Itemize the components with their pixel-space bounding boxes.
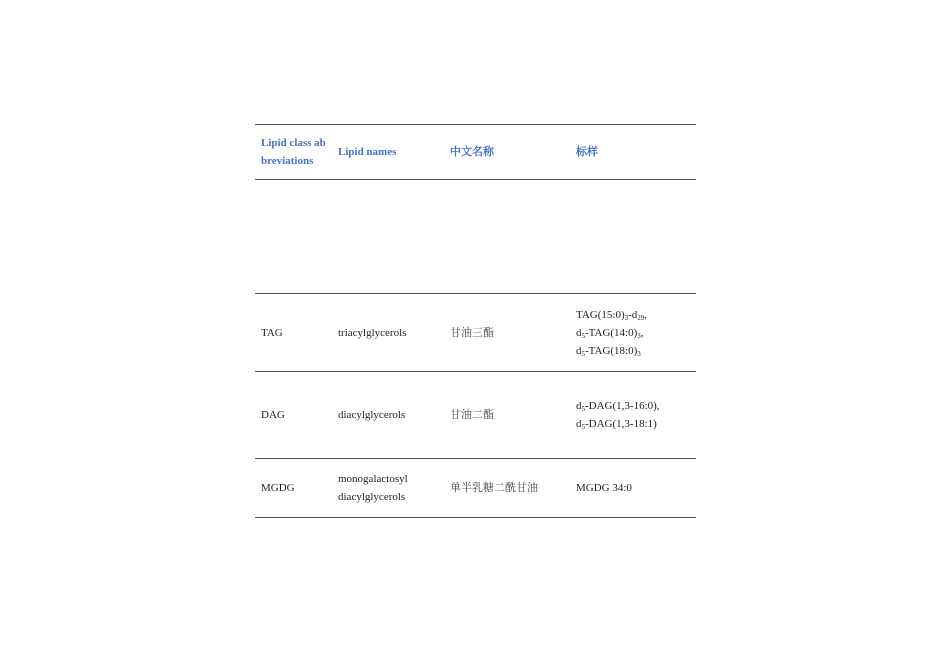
- lipid-standards-table: [255, 124, 696, 518]
- header-chinese-name: 中文名称: [444, 125, 570, 180]
- standard-line: $TAG(15:0)_3-d_{29}$,: [576, 308, 648, 322]
- header-lipid-names: Lipid names: [332, 125, 444, 180]
- lipid-name-cell: [332, 459, 444, 518]
- table-row: [255, 294, 696, 372]
- lipid-name-cell: triacylglycerols: [332, 294, 444, 372]
- table-empty-row: [255, 180, 696, 294]
- table-row: [255, 372, 696, 459]
- chinese-name-cell: 甘油三酯: [444, 294, 570, 372]
- header-standard: 标样: [570, 125, 696, 180]
- standard-line: $d_5-TAG(14:0)_3$,: [576, 326, 644, 340]
- table-header-row: [255, 125, 696, 180]
- lipid-name-line: monogalactosyl: [338, 473, 408, 485]
- standard-line: $d_5-DAG(1,3-16:0)$,: [576, 400, 660, 413]
- lipid-abbreviation-cell: MGDG: [255, 459, 332, 518]
- lipid-abbreviation-cell: DAG: [255, 372, 332, 459]
- standard-line: $d_5-TAG(18:0)_3$: [576, 344, 641, 358]
- header-lipid-class-abbreviations: Lipid class abbreviations: [255, 125, 332, 180]
- chinese-name-cell: 甘油二酯: [444, 372, 570, 459]
- standard-line: $d_5-DAG(1,3-18:1)$: [576, 418, 657, 431]
- lipid-name-line: diacylglycerols: [338, 491, 406, 503]
- standard-cell: MGDG 34:0: [570, 459, 696, 518]
- lipid-name-cell: diacylglycerols: [332, 372, 444, 459]
- standard-cell: [570, 294, 696, 372]
- standard-cell: [570, 372, 696, 459]
- lipid-abbreviation-cell: TAG: [255, 294, 332, 372]
- chinese-name-cell: 单半乳糖二酰甘油: [444, 459, 570, 518]
- table-row: [255, 459, 696, 518]
